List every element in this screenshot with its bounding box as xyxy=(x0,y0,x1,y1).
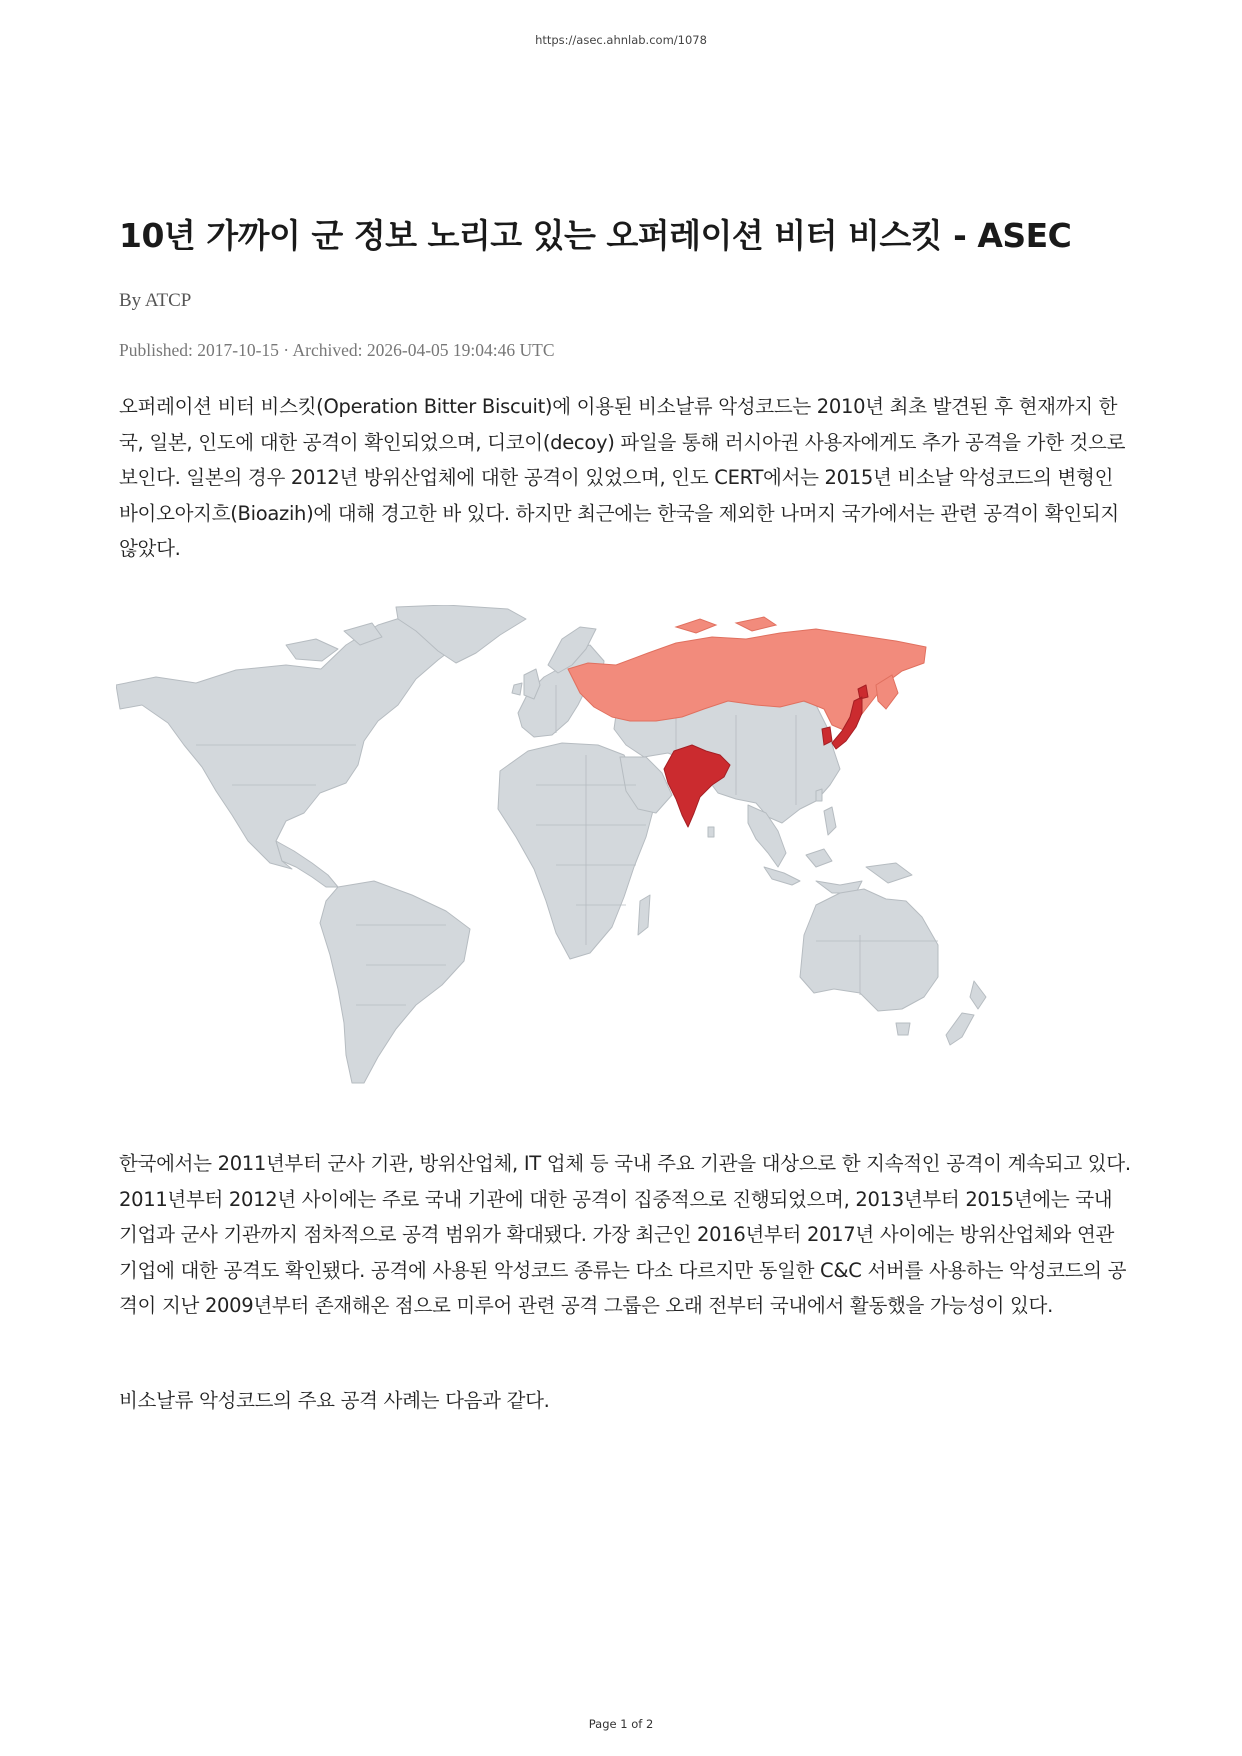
article-paragraph: 한국에서는 2011년부터 군사 기관, 방위산업체, IT 업체 등 국내 주요 기관을 대상으로 한 지속적인 공격이 계속되고 있다. 2011년부터 2012년 사이에는 주로 국내 기관에 대한 공격이 집중적으로 진행되었으며, 2013년부터 2015년에는 국내 기업과 군사 기관까지 점차적으로 공격 범위가 확대됐다. 가장 최근인 2016년부터 2017년 사이에는 방위산업체와 연관 기업에 대한 공격도 확인됐다. 공격에 사용된 악성코드 종류는 다소 다르지만 동일한 C&C 서버를 사용하는 악성코드의 공격이 지난 2009년부터 존재해온 점으로 미루어 관련 공격 그룹은 오래 전부터 국내에서 활동했을 가능성이 있다. xyxy=(119,1152,1131,1317)
map-region-south-korea xyxy=(822,727,832,745)
australia xyxy=(800,889,938,1011)
article-paragraph: 비소날류 악성코드의 주요 공격 사례는 다음과 같다. xyxy=(119,1389,550,1412)
article-meta: Published: 2017-10-15 · Archived: 2026-04-05 19:04:46 UTC xyxy=(119,340,555,360)
map-region-russia-islands xyxy=(676,617,776,633)
article-paragraph: 오퍼레이션 비터 비스킷(Operation Bitter Biscuit)에 이용된 비소날류 악성코드는 2010년 최초 발견된 후 현재까지 한국, 일본, 인도에 대한 공격이 확인되었으며, 디코이(decoy) 파일을 통해 러시아권 사용자에게도 추가 공격을 가한 것으로 보인다. 일본의 경우 2012년 방위산업체에 대한 공격이 있었으며, 인도 CERT에서는 2015년 비소날 악성코드의 변형인 바이오아지흐(Bioazih)에 대해 경고한 바 있다. 하지만 최근에는 한국을 제외한 나머지 국가에서는 관련 공격이 확인되지 않았다. xyxy=(119,395,1126,560)
world-map xyxy=(116,605,1066,1105)
south-america xyxy=(320,881,470,1083)
source-url: https://asec.ahnlab.com/1078 xyxy=(535,33,707,47)
page-number: Page 1 of 2 xyxy=(588,1717,654,1731)
article-byline: By ATCP xyxy=(119,290,192,311)
article-title: 10년 가까이 군 정보 노리고 있는 오퍼레이션 비터 비스킷 - ASEC xyxy=(119,216,1072,255)
